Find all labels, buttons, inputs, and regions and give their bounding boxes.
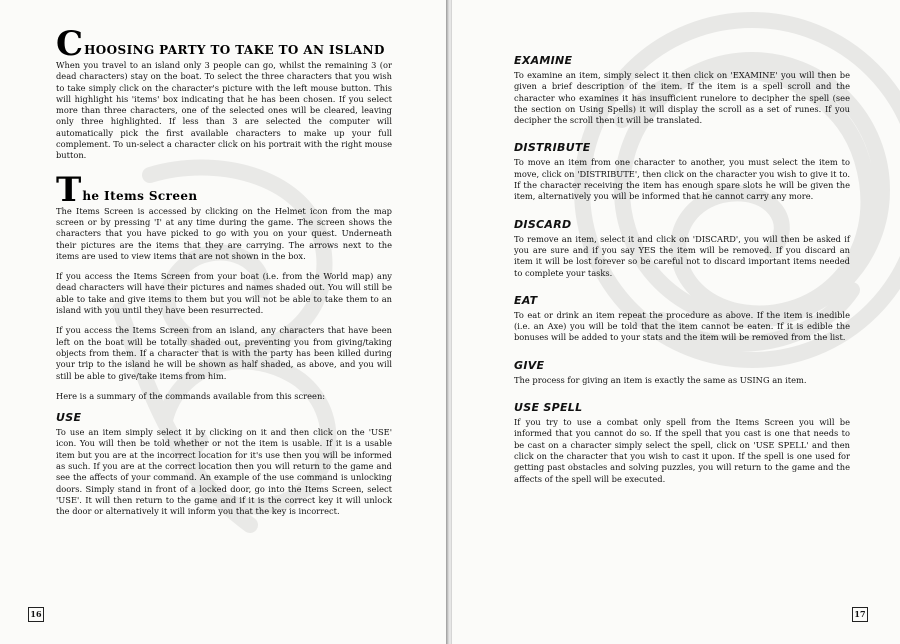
section-use-spell <box>514 401 850 485</box>
subheading-discard: DISCARD <box>514 217 572 231</box>
section-distribute <box>514 141 850 202</box>
subheading-distribute: DISTRIBUTE <box>514 141 591 155</box>
page-number-right: 17 <box>852 607 868 622</box>
paragraph-items-screen-intro: The Items Screen is accessed by clicking on the Helmet icon from the map screen or by pressing 'I' at any time during the game. The screen shows the characters that you have picked to go with you on your quest. Underneath their pictures are the items that they are carrying. The arrows next to the items are used to view items that are not shown in the box. <box>56 205 392 261</box>
paragraph-use-spell: If you try to use a combat only spell from the Items Screen you will be informed that you cannot do so. If the spell that you cast is one that needs to be cast on a character simply select the spell, click on 'USE SPELL' and then click on the character that you wish to cast it upon. If the spell is one used for getting past obstacles and solving puzzles, you will return to the game and the affects of the spell will be executed. <box>514 417 850 484</box>
paragraph-eat: To eat or drink an item repeat the procedure as above. If the item is inedible (i.e. an Axe) you will be told that the item cannot be eaten. If it is edible the bonuses will be added to your stats and the item will be removed from the list. <box>514 309 850 343</box>
paragraph-island-access: If you access the Items Screen from an island, any characters that have been left on the boat will be totally shaded out, preventing you from giving/taking objects from them. If a character that is with the party has been killed during your trip to the island he will be shown as half shaded, as above, and you will still be able to give/take items from him. <box>56 325 392 381</box>
left-text-column <box>56 24 392 527</box>
section-eat <box>514 294 850 344</box>
subheading-give: GIVE <box>514 358 545 372</box>
paragraph-summary-intro: Here is a summary of the commands available from this screen: <box>56 390 326 401</box>
paragraph-examine: To examine an item, simply select it then click on 'EXAMINE' you will then be given a brief description of the item. If the item is a spell scroll and the character who examines it has insufficient runelore to decipher the spell (see the section on Using Spells) it will display the scroll as a set of runes. If you decipher the scroll then it will be translated. <box>514 70 850 126</box>
heading-choosing-party <box>56 24 392 64</box>
page-left <box>0 0 448 644</box>
section-discard <box>514 218 850 279</box>
heading-initial: T <box>56 169 82 210</box>
heading-initial: C <box>56 24 84 64</box>
heading-text: HOOSING PARTY TO TAKE TO AN ISLAND <box>84 43 385 57</box>
subheading-eat: EAT <box>514 293 538 307</box>
section-examine <box>514 54 850 126</box>
subheading-use-spell: USE SPELL <box>514 401 583 415</box>
paragraph-discard: To remove an item, select it and click on 'DISCARD', you will then be asked if you are sure and if you say YES the item will be removed. If you discard an item it will be lost forever so be careful not to discard important items needed to complete your tasks. <box>514 233 850 278</box>
heading-items-screen <box>56 169 392 210</box>
section-give <box>514 359 850 386</box>
paragraph-give: The process for giving an item is exactly the same as USING an item. <box>514 374 807 385</box>
paragraph-distribute: To move an item from one character to another, you must select the item to move, click on 'DISTRIBUTE', then click on the character you wish to give it to. If the character receiving the item has enough spare slots he will be given the item, alternatively you will be informed that he cannot carry any more. <box>514 157 850 202</box>
paragraph-choosing-party: When you travel to an island only 3 people can go, whilst the remaining 3 (or dead characters) stay on the boat. To select the three characters that you wish to take simply click on the character's picture with the left mouse button. This will highlight his 'items' box indicating that he has been chosen. If you select more than three characters, one of the selected ones will be cleared, leaving only three highlighted. If less than 3 are selected the computer will automatically pick the first available characters to make up your full complement. To un-select a character click on his portrait with the right mouse button. <box>56 60 392 161</box>
right-text-column <box>514 54 850 500</box>
page-number-left: 16 <box>28 607 44 622</box>
subheading-use: USE <box>56 411 82 425</box>
paragraph-boat-access: If you access the Items Screen from your boat (i.e. from the World map) any dead characters will have their pictures and names shaded out. You will still be able to take and give items to them but you will not be able to take them to an island with you until they have been resurrected. <box>56 271 392 316</box>
paragraph-use: To use an item simply select it by clicking on it and then click on the 'USE' icon. You will then be told whether or not the item is usable. If it is a usable item but you are at the incorrect location for it's use then you will be informed as such. If you are at the correct location then you will return to the game and see the affects of your command. An example of the use command is unlocking doors. Simply stand in front of a locked door, go into the Items Screen, select 'USE'. It will then return to the game and if it is the correct key it will unlock the door or alternatively it will inform you that the key is incorrect. <box>56 427 392 517</box>
heading-text: he Items Screen <box>82 188 198 203</box>
page-right <box>452 0 900 644</box>
subheading-examine: EXAMINE <box>514 54 573 67</box>
